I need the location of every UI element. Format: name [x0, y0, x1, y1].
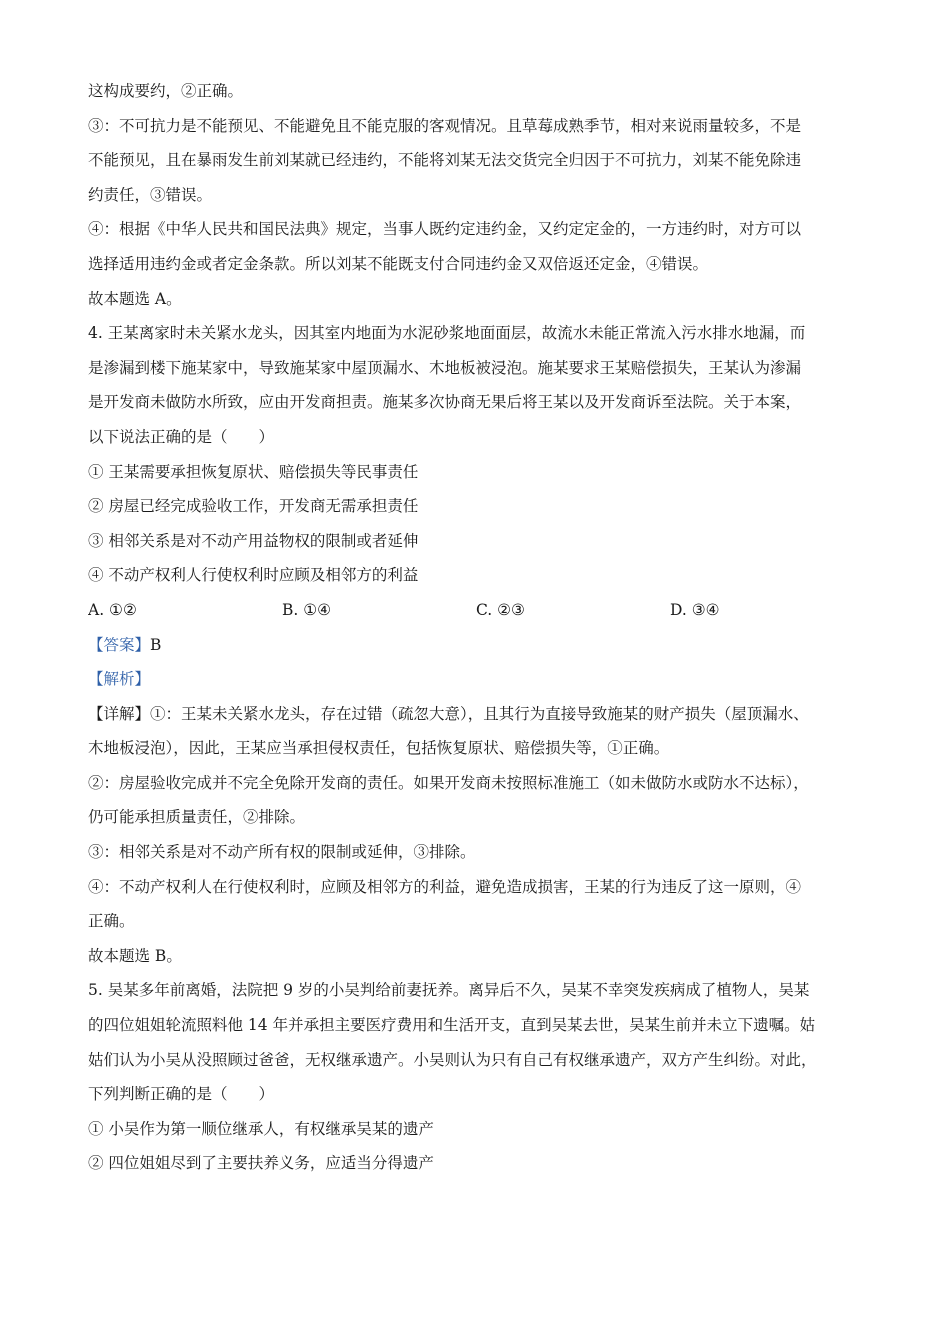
question-stem-line: 以下说法正确的是（ ）: [88, 427, 275, 446]
text-line: 木地板浸泡），因此，王某应当承担侵权责任，包括恢复原状、赔偿损失等，①正确。: [88, 739, 670, 758]
text-line: 约责任，③错误。: [88, 185, 213, 204]
text-line: 选择适用违约金或者定金条款。所以刘某不能既支付合同违约金又双倍返还定金，④错误。: [88, 254, 709, 273]
text-line: 这构成要约，②正确。: [88, 82, 244, 100]
detail-tag: 【详解】: [88, 704, 151, 723]
question-stem-line: 是开发商未做防水所致，应由开发商担责。施某多次协商无果后将王某以及开发商诉至法院。关于本案，: [88, 393, 802, 412]
question-stem-line: 的四位姐姐轮流照料他 14 年并承担主要医疗费用和生活开支，直到吴某去世，吴某生前并未立下遗嘱。姑: [88, 1016, 816, 1035]
question-stem-line: 是渗漏到楼下施某家中，导致施某家中屋顶漏水、木地板被浸泡。施某要求王某赔偿损失，王某认为渗漏: [88, 358, 802, 377]
question-stem-line: 姑们认为小吴从没照顾过爸爸，无权继承遗产。小吴则认为只有自己有权继承遗产，双方产生纠纷。对此，: [88, 1050, 817, 1069]
statement-1: ① 小吴作为第一顺位继承人，有权继承吴某的遗产: [88, 1119, 434, 1138]
answer-value: B: [150, 635, 162, 654]
question-5: [88, 973, 868, 1181]
statement-2: ② 房屋已经完成验收工作，开发商无需承担责任: [88, 497, 419, 516]
text-line: ③：相邻关系是对不动产所有权的限制或延伸，③排除。: [88, 843, 476, 862]
detail-text: ①：王某未关紧水龙头，存在过错（疏忽大意），且其行为直接导致施某的财产损失（屋顶漏水、: [150, 704, 809, 723]
conclusion-line: 故本题选 B。: [88, 946, 182, 965]
question-stem-line: 5. 吴某多年前离婚，法院把 9 岁的小吴判给前妻抚养。离异后不久，吴某不幸突发疾病成了植物人，吴某: [88, 981, 810, 1000]
previous-analysis: [88, 74, 868, 316]
statement-3: ③ 相邻关系是对不动产用益物权的限制或者延伸: [88, 531, 419, 550]
analysis-line: [88, 662, 868, 697]
option-b: B. ①④: [282, 600, 332, 619]
conclusion-line: 故本题选 A。: [88, 289, 182, 308]
question-stem-line: 下列判断正确的是（ ）: [88, 1085, 275, 1104]
text-line: ③：不可抗力是不能预见、不能避免且不能克服的客观情况。且草莓成熟季节，相对来说雨量较多，不是: [88, 116, 802, 135]
text-line: ④：根据《中华人民共和国民法典》规定，当事人既约定违约金，又约定定金的，一方违约时，对方可以: [88, 220, 802, 239]
option-d: D. ③④: [670, 600, 720, 619]
text-line: ②：房屋验收完成并不完全免除开发商的责任。如果开发商未按照标准施工（如未做防水或防水不达标），: [88, 773, 809, 792]
answer-line: [88, 628, 868, 663]
answer-options: [88, 593, 868, 628]
detail-line: [88, 697, 868, 732]
option-a: A. ①②: [88, 600, 137, 619]
answer-tag: 【答案】: [88, 635, 151, 654]
statement-4: ④ 不动产权利人行使权利时应顾及相邻方的利益: [88, 566, 419, 585]
statement-1: ① 王某需要承担恢复原状、赔偿损失等民事责任: [88, 462, 419, 481]
analysis-tag: 【解析】: [88, 670, 151, 689]
text-line: 仍可能承担质量责任，②排除。: [88, 808, 306, 827]
option-c: C. ②③: [476, 600, 525, 619]
text-line: ④：不动产权利人在行使权利时，应顾及相邻方的利益，避免造成损害，王某的行为违反了这一原则，④: [88, 877, 802, 896]
text-line: 不能预见，且在暴雨发生前刘某就已经违约，不能将刘某无法交货完全归因于不可抗力，刘某不能免除违: [88, 151, 802, 170]
statement-2: ② 四位姐姐尽到了主要扶养义务，应适当分得遗产: [88, 1154, 434, 1173]
question-4: [88, 316, 868, 973]
question-stem-line: 4. 王某离家时未关紧水龙头，因其室内地面为水泥砂浆地面面层，故流水未能正常流入污水排水地漏，而: [88, 324, 806, 343]
page-content: [88, 74, 868, 1181]
text-line: 正确。: [88, 912, 135, 931]
